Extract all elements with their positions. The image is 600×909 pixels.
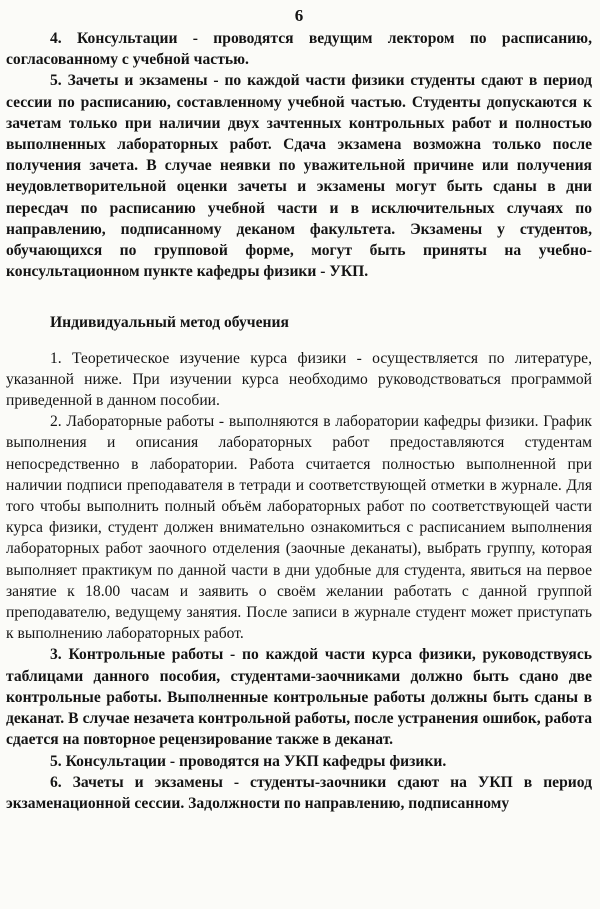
paragraph-credits-exams-session: 5. Зачеты и экзамены - по каждой части физики студенты сдают в период сессии по расписанию, составленному учебной частью. Студенты допускаются к зачетам только при наличии двух зачтенных контрольных работ и полностью выполненных лабораторных работ. Сдача экзамена возможна только после получения зачета. В случае неявки по уважительной причине или получения неудовлетворительной оценки зачеты и экзамены могут быть сданы в дни пересдач по расписанию учебной части и в исключительных случаях по направлению, подписанному деканом факультета. Экзамены у студентов, обучающихся по групповой форме, могут быть приняты на учебно-консультационном пункте кафедры физики - УКП. [6, 72, 592, 281]
paragraph-credits-exams-ukp: 6. Зачеты и экзамены - студенты-заочники сдают на УКП в период экзаменационной сессии. Задолжности по направлению, подписанному [6, 773, 592, 812]
page-number: 6 [294, 6, 304, 25]
section-heading-individual-method: Индивидуальный метод обучения [50, 314, 289, 332]
paragraph-consultations-ukp: 5. Консультации - проводятся на УКП кафедры физики. [50, 752, 447, 770]
paragraph-theoretical-study: 1. Теоретическое изучение курса физики - осуществляется по литературе, указанной ниже. При изучении курса необходимо руководствоваться программой приведенной в данном пособии. [6, 349, 592, 410]
paragraph-control-works: 3. Контрольные работы - по каждой части курса физики, руководствуясь таблицами данного пособия, студентами-заочниками должно быть сдано две контрольные работы. Выполненные контрольные работы должны быть сданы в деканат. В случае незачета контрольной работы, после устранения ошибок, работа сдается на повторное рецензирование также в деканат. [6, 646, 592, 749]
paragraph-lab-works: 2. Лабораторные работы - выполняются в лаборатории кафедры физики. График выполнения и описания лабораторных работ предоставляются студентам непосредственно в лаборатории. Работа считается полностью выполненной при наличии подписи преподавателя в тетради и соответствующей отметки в журнале. Для того чтобы выполнить полный объём лабораторных работ по соответствующей части курса физики, студент должен внимательно ознакомиться с расписанием выполнения лабораторных работ заочного отделения (заочные деканаты), выбрать группу, которая выполняет практикум по данной части в дни удобные для студента, явиться на первое занятие к 18.00 часам и заявить о своём желании работать с данной группой преподавателю, ведущему занятия. После записи в журнале студент может приступать к выполнению лабораторных работ. [6, 413, 592, 643]
paragraph-consultations-lecturer: 4. Консультации - проводятся ведущим лектором по расписанию, согласованному с учебной частью. [6, 30, 592, 69]
